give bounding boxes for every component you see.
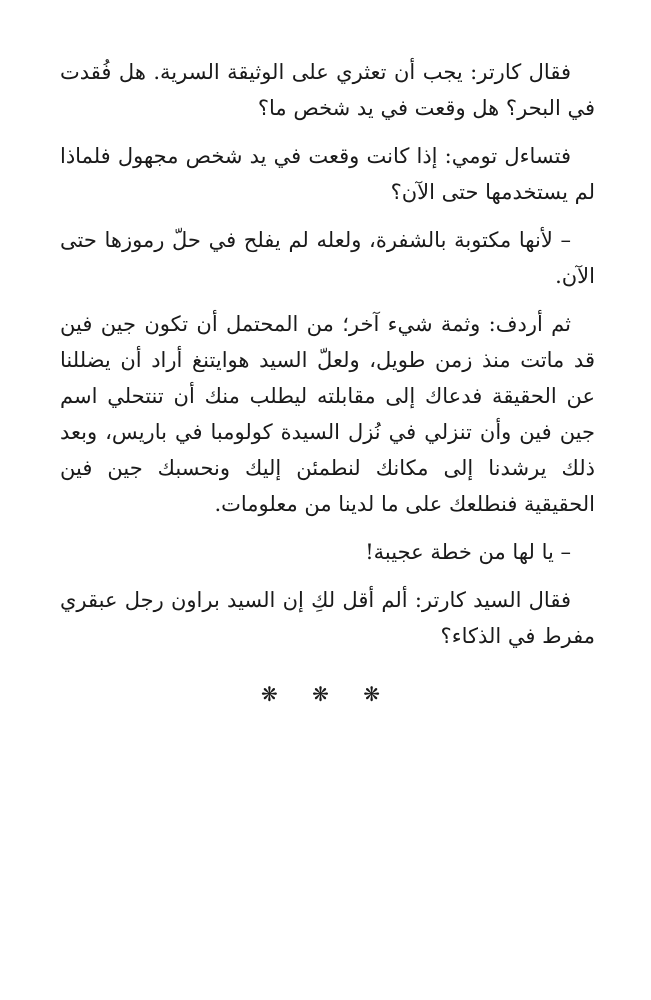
paragraph-mr-brown-genius: فقال السيد كارتر: ألم أقل لكِ إن السيد براون رجل عبقري مفرط في الذكاء؟ <box>60 588 595 648</box>
paragraph-strange-plan: – يا لها من خطة عجيبة! <box>365 540 571 564</box>
section-break-ornament: ❋ ❋ ❋ <box>261 682 394 706</box>
paragraph-jane-finn-theory: ثم أردف: وثمة شيء آخر؛ من المحتمل أن تكون جين فين قد ماتت منذ زمن طويل، ولعلّ السيد هوايتنغ أراد أن يضللنا عن الحقيقة فدعاك إلى مقابلته ليطلب منك أن تنتحلي اسم جين فين وأن تنزلي في نُزل السيدة كولومبا في باريس، وبعد ذلك يرشدنا إلى مكانك لنطمئن إليك ونحسبك جين فين الحقيقية فنطلعك على ما لدينا من معلومات. <box>60 312 595 516</box>
paragraph-cipher-answer: – لأنها مكتوبة بالشفرة، ولعله لم يفلح في حلّ رموزها حتى الآن. <box>60 228 595 288</box>
paragraph-carter-secret-document: فقال كارتر: يجب أن تعثري على الوثيقة السرية. هل فُقدت في البحر؟ هل وقعت في يد شخص ما؟ <box>60 60 595 120</box>
book-page <box>60 54 595 712</box>
paragraph-tommy-question: فتساءل تومي: إذا كانت وقعت في يد شخص مجهول فلماذا لم يستخدمها حتى الآن؟ <box>60 144 595 204</box>
